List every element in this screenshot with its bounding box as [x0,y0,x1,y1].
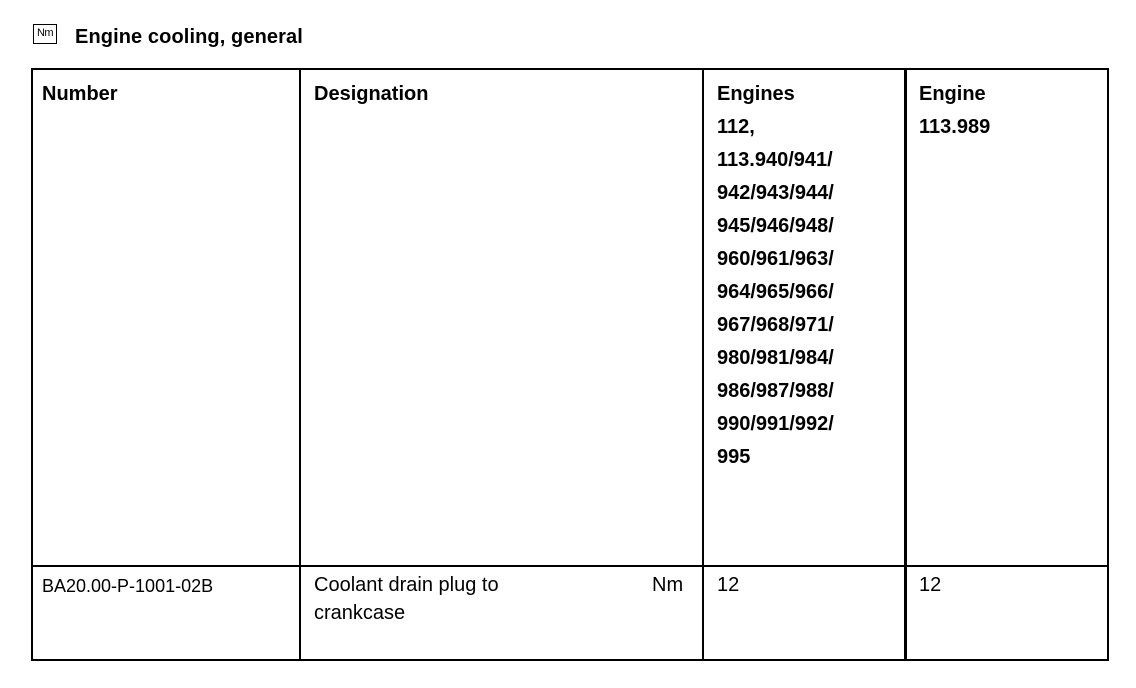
row-designation-line: Coolant drain plug to [314,574,499,596]
header-engines-line: 964/965/966/ [717,281,834,303]
section-heading [33,22,303,52]
table-header-divider [31,565,1109,567]
row-designation [314,571,499,627]
header-engines-line: 960/961/963/ [717,248,834,270]
header-engine [919,78,990,144]
header-designation: Designation [314,83,429,105]
row-engine-value: 12 [919,574,942,596]
header-engines-line: 990/991/992/ [717,413,834,435]
table-right-border [1107,68,1109,661]
row-number: BA20.00-P-1001-02B [42,576,214,596]
row-engines-value: 12 [717,574,740,596]
header-engines-line: 113.940/941/ [717,149,833,171]
column-divider-2 [702,68,704,661]
torque-nm-icon: Nm [33,24,57,44]
header-engines [717,78,834,474]
header-engines-line: 945/946/948/ [717,215,834,237]
header-engines-line: 112, [717,116,755,138]
header-number: Number [42,83,118,105]
table-bottom-border [31,659,1109,661]
table-top-border [31,68,1109,70]
header-engines-line: 995 [717,446,751,468]
column-divider-1 [299,68,301,661]
header-engines-line: 967/968/971/ [717,314,834,336]
row-unit: Nm [652,574,684,596]
row-designation-line: crankcase [314,602,406,624]
column-divider-3 [904,68,907,661]
header-engine-line: Engine [919,83,986,105]
header-engines-line: 986/987/988/ [717,380,834,402]
section-title: Engine cooling, general [75,25,303,48]
header-engines-line: Engines [717,83,795,105]
header-engines-line: 980/981/984/ [717,347,834,369]
header-engine-line: 113.989 [919,116,991,138]
header-engines-line: 942/943/944/ [717,182,834,204]
table-left-border [31,68,33,661]
